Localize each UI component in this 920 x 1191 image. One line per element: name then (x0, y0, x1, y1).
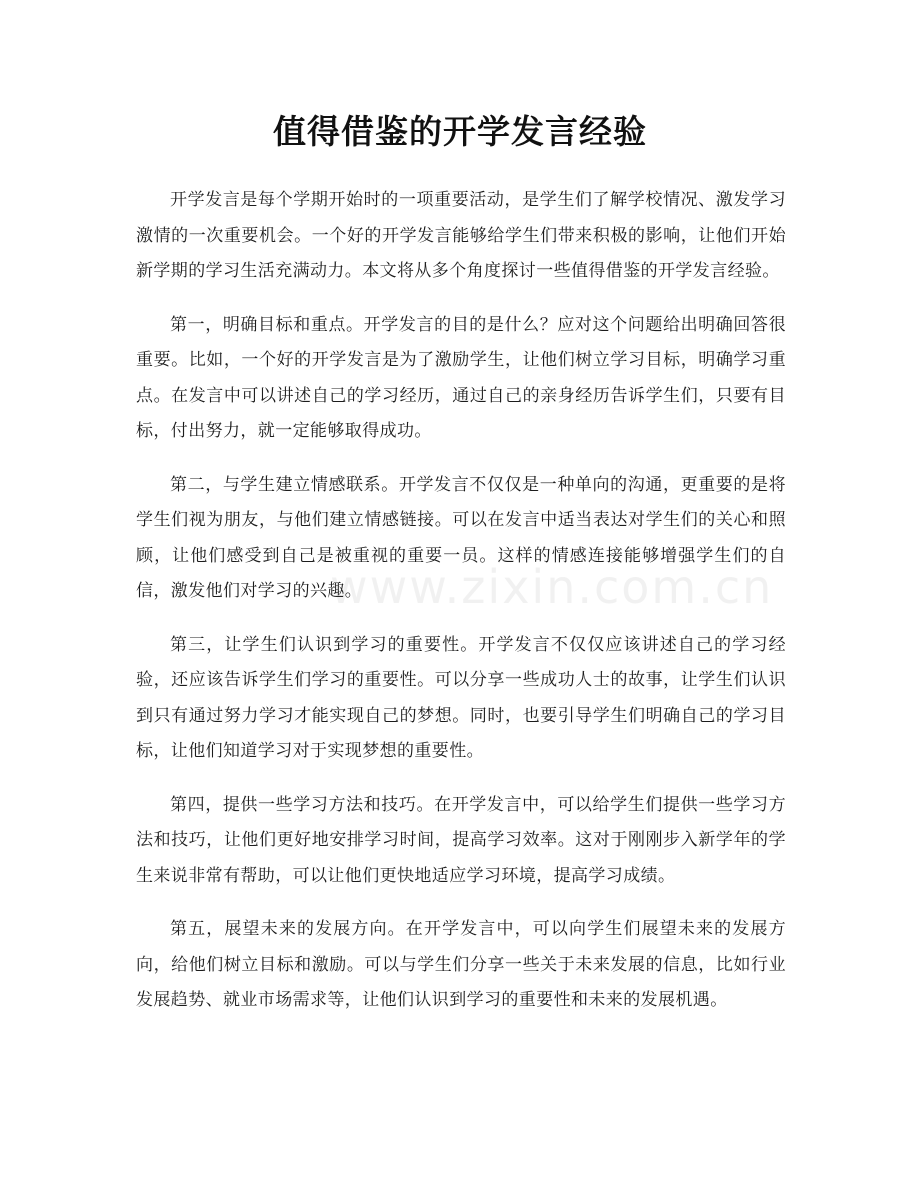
paragraph-fifth: 第五，展望未来的发展方向。在开学发言中，可以向学生们展望未来的发展方向，给他们树立目标和激励。可以与学生们分享一些关于未来发展的信息，比如行业发展趋势、就业市场需求等，让他们认识到学习的重要性和未来的发展机遇。 (136, 919, 786, 1010)
paragraph-third: 第三，让学生们认识到学习的重要性。开学发言不仅仅应该讲述自己的学习经验，还应该告诉学生们学习的重要性。可以分享一些成功人士的故事，让学生们认识到只有通过努力学习才能实现自己的梦想。同时，也要引导学生们明确自己的学习目标，让他们知道学习对于实现梦想的重要性。 (136, 634, 786, 761)
document-title: 值得借鉴的开学发言经验 (273, 112, 647, 151)
document-body (136, 183, 786, 1037)
paragraph-second: 第二，与学生建立情感联系。开学发言不仅仅是一种单向的沟通，更重要的是将学生们视为朋友，与他们建立情感链接。可以在发言中适当表达对学生们的关心和照顾，让他们感受到自己是被重视的重要一员。这样的情感连接能够增强学生们的自信，激发他们对学习的兴趣。 (136, 474, 786, 601)
paragraph-fourth: 第四，提供一些学习方法和技巧。在开学发言中，可以给学生们提供一些学习方法和技巧，让他们更好地安排学习时间，提高学习效率。这对于刚刚步入新学年的学生来说非常有帮助，可以让他们更快地适应学习环境，提高学习成绩。 (136, 794, 786, 886)
watermark: www.zixin.com.cn (330, 560, 774, 614)
paragraph-first: 第一，明确目标和重点。开学发言的目的是什么？应对这个问题给出明确回答很重要。比如，一个好的开学发言是为了激励学生，让他们树立学习目标，明确学习重点。在发言中可以讲述自己的学习经历，通过自己的亲身经历告诉学生们，只要有目标，付出努力，就一定能够取得成功。 (136, 314, 786, 441)
paragraph-intro: 开学发言是每个学期开始时的一项重要活动，是学生们了解学校情况、激发学习激情的一次重要机会。一个好的开学发言能够给学生们带来积极的影响，让他们开始新学期的学习生活充满动力。本文将从多个角度探讨一些值得借鉴的开学发言经验。 (136, 190, 786, 281)
